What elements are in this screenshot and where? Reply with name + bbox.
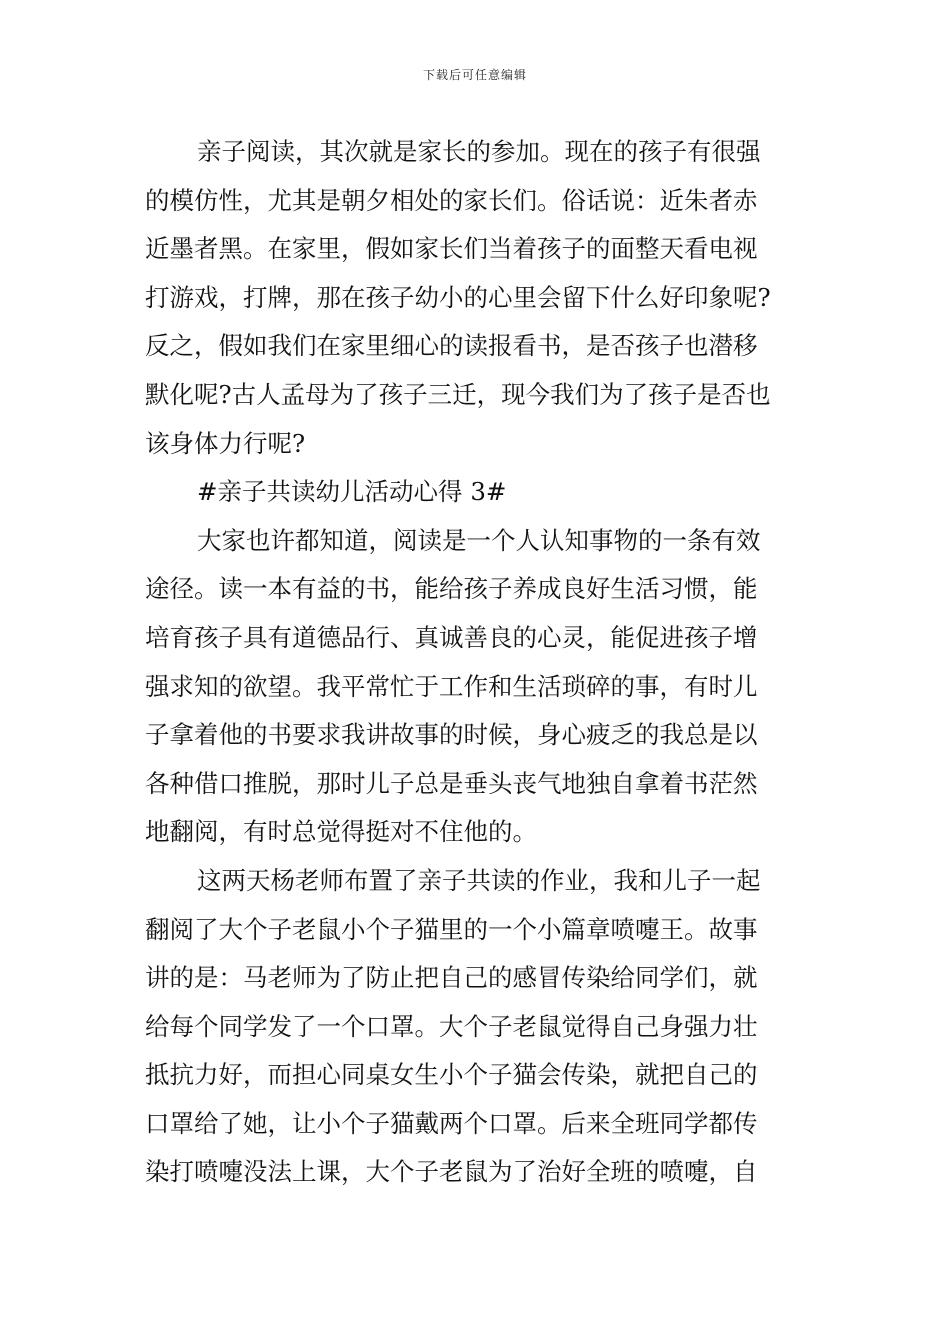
text-line: 翻阅了大个子老鼠小个子猫里的一个小篇章喷嚏王。故事 xyxy=(145,914,758,944)
text-line: #亲子共读幼儿活动心得 3# xyxy=(197,477,507,507)
text-line: 的模仿性，尤其是朝夕相处的家长们。俗话说：近朱者赤 xyxy=(145,185,758,215)
text-line: 培育孩子具有道德品行、真诚善良的心灵，能促进孩子增 xyxy=(145,622,758,652)
text-line: 反之，假如我们在家里细心的读报看书，是否孩子也潜移 xyxy=(145,331,758,361)
text-line: 近墨者黑。在家里，假如家长们当着孩子的面整天看电视 xyxy=(145,234,758,264)
text-line: 染打喷嚏没法上课，大个子老鼠为了治好全班的喷嚏，自 xyxy=(145,1157,758,1187)
text-line: 子拿着他的书要求我讲故事的时候，身心疲乏的我总是以 xyxy=(145,720,758,750)
text-line: 地翻阅，有时总觉得挺对不住他的。 xyxy=(145,817,537,847)
text-line: 给每个同学发了一个口罩。大个子老鼠觉得自己身强力壮 xyxy=(145,1011,758,1041)
text-line: 强求知的欲望。我平常忙于工作和生活琐碎的事，有时儿 xyxy=(145,671,758,701)
text-line: 各种借口推脱，那时儿子总是垂头丧气地独自拿着书茫然 xyxy=(145,768,758,798)
text-line: 大家也许都知道，阅读是一个人认知事物的一条有效 xyxy=(197,525,761,555)
text-line: 这两天杨老师布置了亲子共读的作业，我和儿子一起 xyxy=(197,865,761,895)
text-line: 亲子阅读，其次就是家长的参加。现在的孩子有很强 xyxy=(197,137,761,166)
text-line: 默化呢?古人孟母为了孩子三迁，现今我们为了孩子是否也 xyxy=(145,379,771,409)
text-line: 讲的是：马老师为了防止把自己的感冒传染给同学们，就 xyxy=(145,963,758,993)
text-line: 途径。读一本有益的书，能给孩子养成良好生活习惯，能 xyxy=(145,574,758,604)
text-line: 抵抗力好，而担心同桌女生小个子猫会传染，就把自己的 xyxy=(145,1060,758,1090)
text-line: 口罩给了她，让小个子猫戴两个口罩。后来全班同学都传 xyxy=(145,1108,758,1138)
text-line: 打游戏，打牌，那在孩子幼小的心里会留下什么好印象呢? xyxy=(145,282,771,312)
text-line: 该身体力行呢? xyxy=(145,428,306,458)
document-body xyxy=(145,128,810,1197)
header-note: 下载后可任意编辑 xyxy=(422,68,527,82)
